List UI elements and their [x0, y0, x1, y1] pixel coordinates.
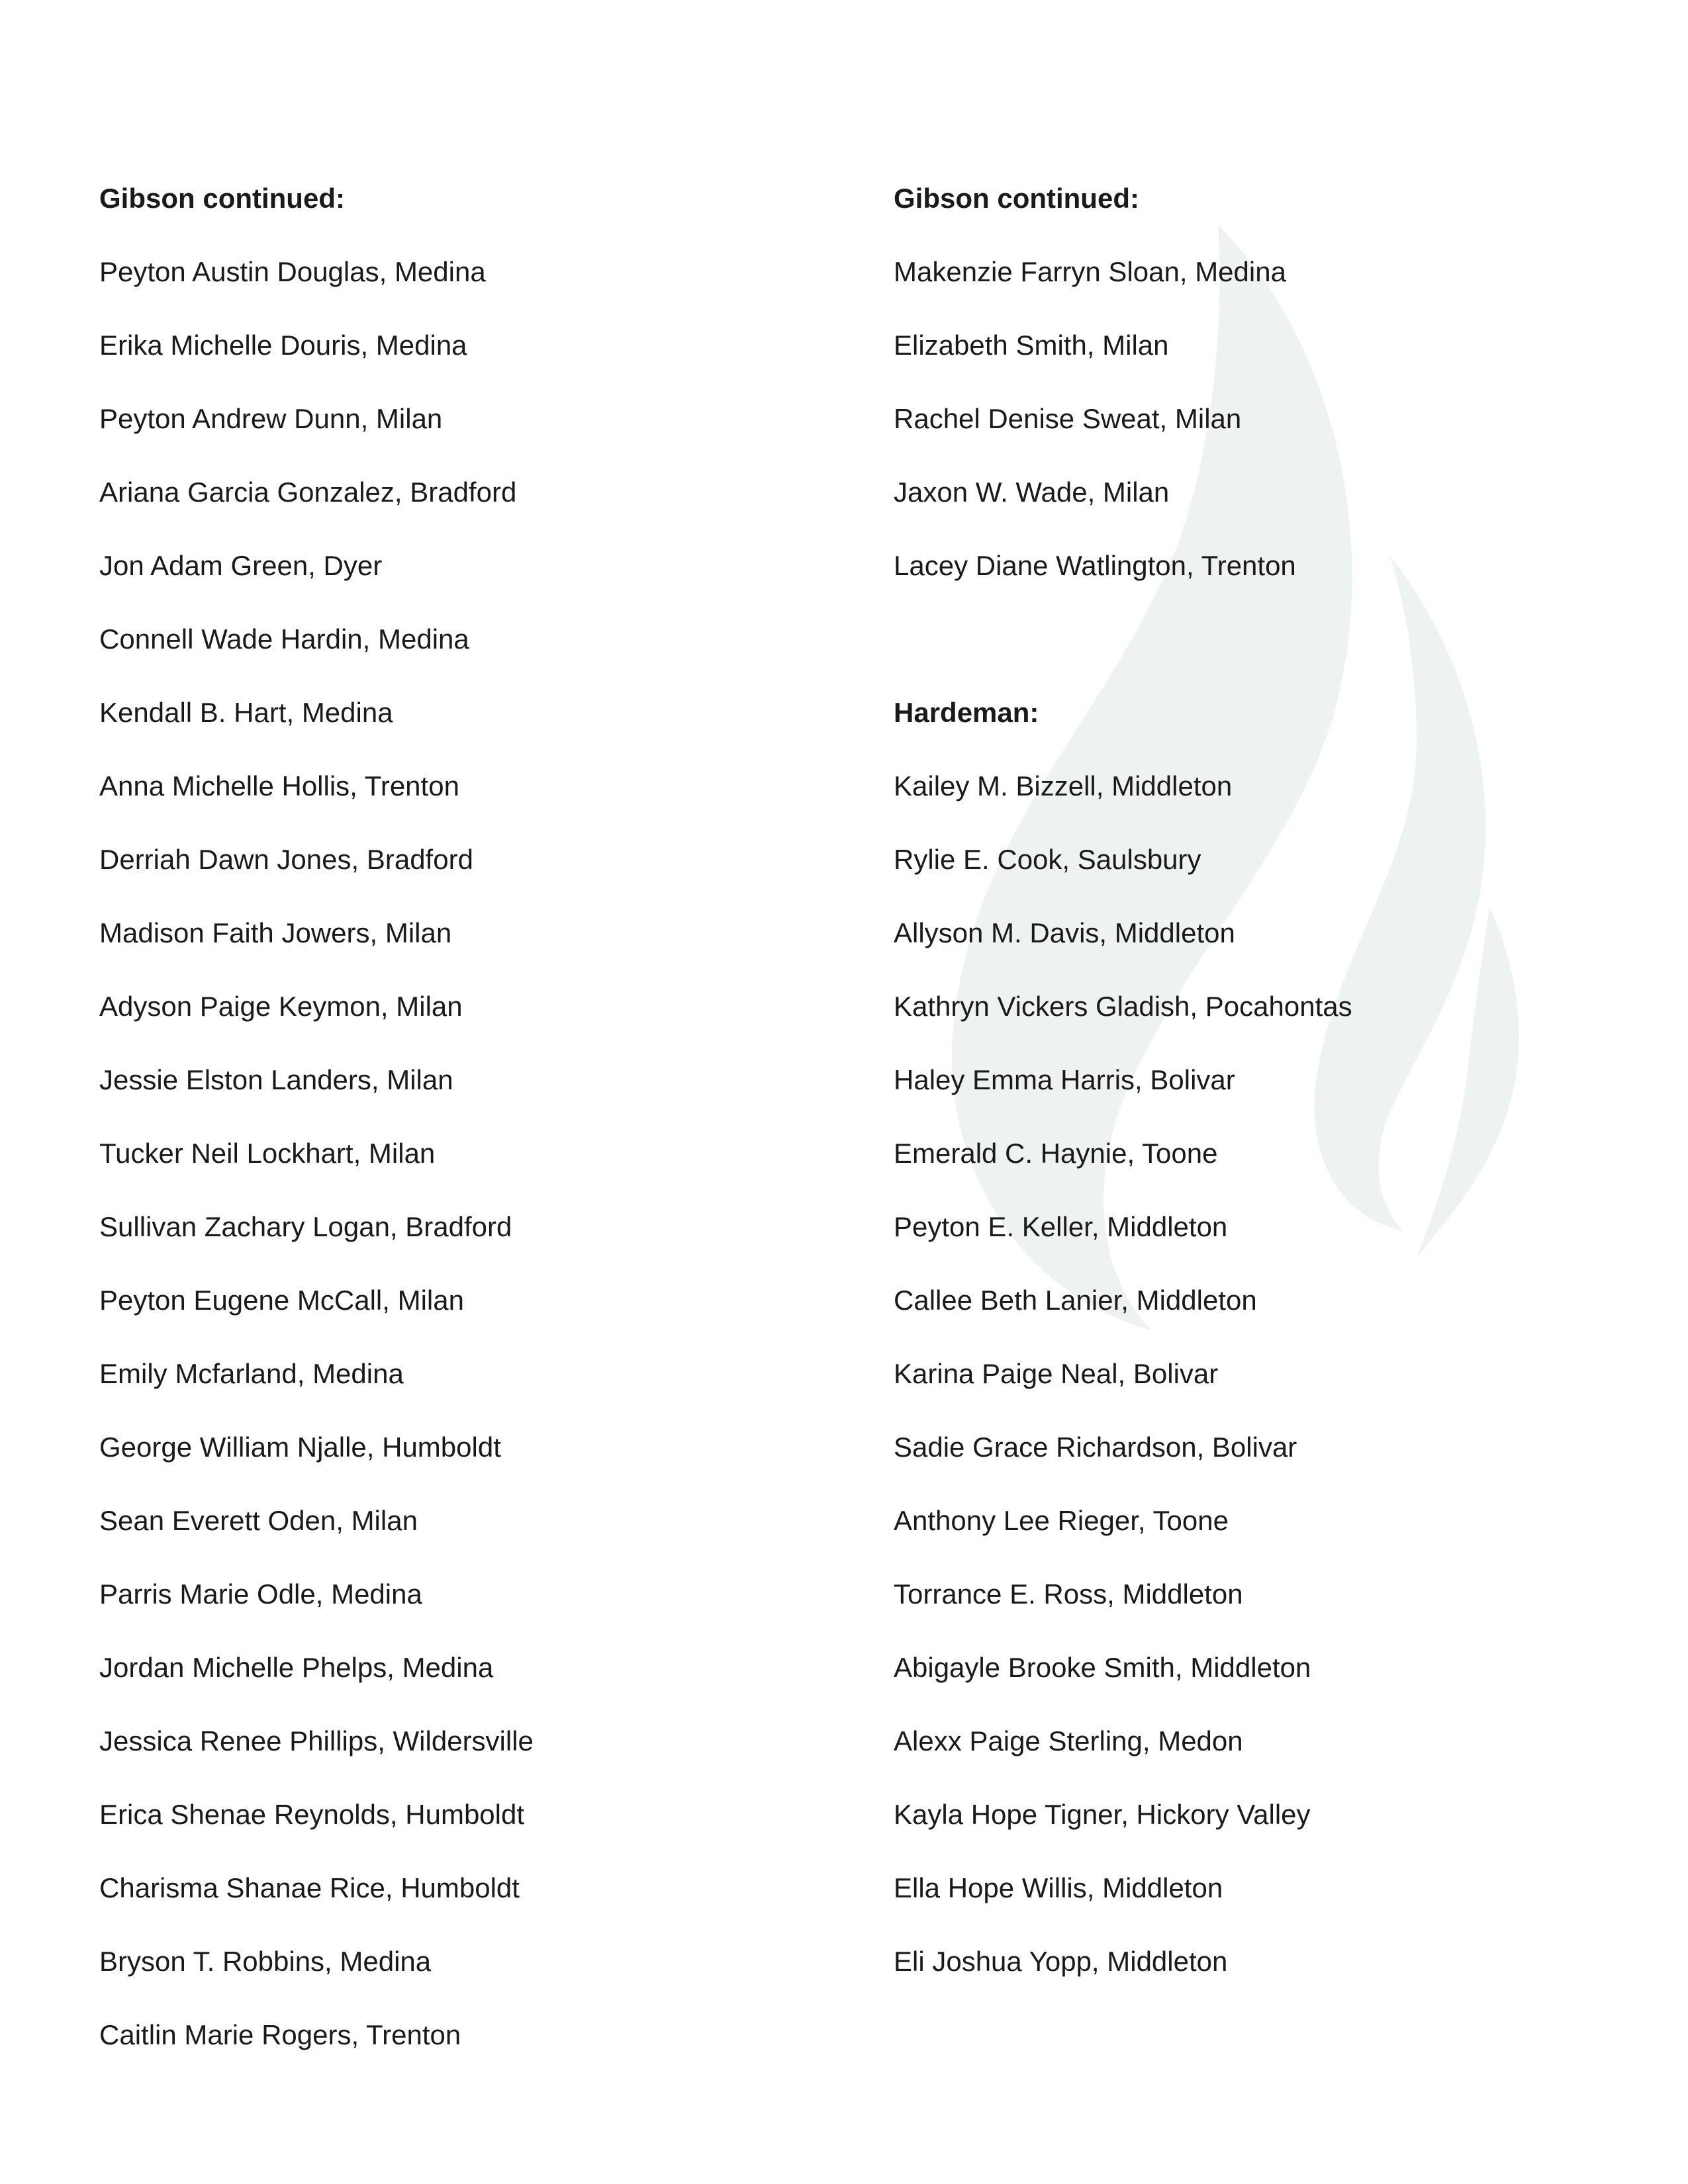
- list-item: Peyton Austin Douglas, Medina: [99, 256, 486, 287]
- list-item: Allyson M. Davis, Middleton: [894, 917, 1235, 948]
- list-item: Lacey Diane Watlington, Trenton: [894, 550, 1296, 581]
- list-item: Sadie Grace Richardson, Bolivar: [894, 1432, 1297, 1463]
- list-item: Haley Emma Harris, Bolivar: [894, 1064, 1235, 1095]
- list-item: Rylie E. Cook, Saulsbury: [894, 844, 1201, 875]
- list-item: Callee Beth Lanier, Middleton: [894, 1285, 1257, 1316]
- list-item: Makenzie Farryn Sloan, Medina: [894, 256, 1286, 287]
- list-item: Kailey M. Bizzell, Middleton: [894, 770, 1233, 801]
- list-item: Adyson Paige Keymon, Milan: [99, 991, 463, 1022]
- list-item: Peyton E. Keller, Middleton: [894, 1211, 1228, 1242]
- list-item: Peyton Eugene McCall, Milan: [99, 1285, 464, 1316]
- left-column: [99, 179, 827, 2089]
- list-item: Connell Wade Hardin, Medina: [99, 623, 469, 655]
- right-column: [894, 179, 1622, 2015]
- list-item: Parris Marie Odle, Medina: [99, 1578, 422, 1610]
- list-item: Elizabeth Smith, Milan: [894, 330, 1169, 361]
- list-item: Ella Hope Willis, Middleton: [894, 1872, 1223, 1903]
- list-item: Eli Joshua Yopp, Middleton: [894, 1946, 1228, 1977]
- section-heading-gibson: Gibson continued:: [894, 183, 1139, 214]
- list-item: Jordan Michelle Phelps, Medina: [99, 1652, 494, 1683]
- list-item: Caitlin Marie Rogers, Trenton: [99, 2019, 461, 2050]
- list-item: Jon Adam Green, Dyer: [99, 550, 383, 581]
- list-item: Jessie Elston Landers, Milan: [99, 1064, 453, 1095]
- list-item: Charisma Shanae Rice, Humboldt: [99, 1872, 520, 1903]
- entry-list: [894, 252, 1622, 586]
- list-item: Erika Michelle Douris, Medina: [99, 330, 467, 361]
- list-item: Madison Faith Jowers, Milan: [99, 917, 452, 948]
- section-heading-gibson: Gibson continued:: [99, 183, 345, 214]
- list-item: Peyton Andrew Dunn, Milan: [99, 403, 443, 434]
- list-item: Emerald C. Haynie, Toone: [894, 1138, 1218, 1169]
- section-spacer: [894, 619, 1622, 693]
- list-item: Abigayle Brooke Smith, Middleton: [894, 1652, 1311, 1683]
- list-item: Ariana Garcia Gonzalez, Bradford: [99, 477, 517, 508]
- list-item: Sean Everett Oden, Milan: [99, 1505, 418, 1536]
- list-item: Bryson T. Robbins, Medina: [99, 1946, 432, 1977]
- entry-list: [894, 766, 1622, 1981]
- list-item: Tucker Neil Lockhart, Milan: [99, 1138, 436, 1169]
- list-item: Kayla Hope Tigner, Hickory Valley: [894, 1799, 1311, 1830]
- section-heading-hardeman: Hardeman:: [894, 697, 1039, 728]
- list-item: Jaxon W. Wade, Milan: [894, 477, 1170, 508]
- list-item: Emily Mcfarland, Medina: [99, 1358, 404, 1389]
- list-item: Torrance E. Ross, Middleton: [894, 1578, 1243, 1610]
- list-item: Rachel Denise Sweat, Milan: [894, 403, 1242, 434]
- entry-list: [99, 252, 827, 2055]
- list-item: Anna Michelle Hollis, Trenton: [99, 770, 459, 801]
- list-item: Sullivan Zachary Logan, Bradford: [99, 1211, 512, 1242]
- list-item: Alexx Paige Sterling, Medon: [894, 1725, 1243, 1756]
- list-item: Jessica Renee Phillips, Wildersville: [99, 1725, 534, 1756]
- list-item: Kendall B. Hart, Medina: [99, 697, 393, 728]
- list-item: Derriah Dawn Jones, Bradford: [99, 844, 473, 875]
- list-item: Karina Paige Neal, Bolivar: [894, 1358, 1219, 1389]
- list-item: Kathryn Vickers Gladish, Pocahontas: [894, 991, 1352, 1022]
- list-item: George William Njalle, Humboldt: [99, 1432, 501, 1463]
- list-item: Erica Shenae Reynolds, Humboldt: [99, 1799, 525, 1830]
- list-item: Anthony Lee Rieger, Toone: [894, 1505, 1229, 1536]
